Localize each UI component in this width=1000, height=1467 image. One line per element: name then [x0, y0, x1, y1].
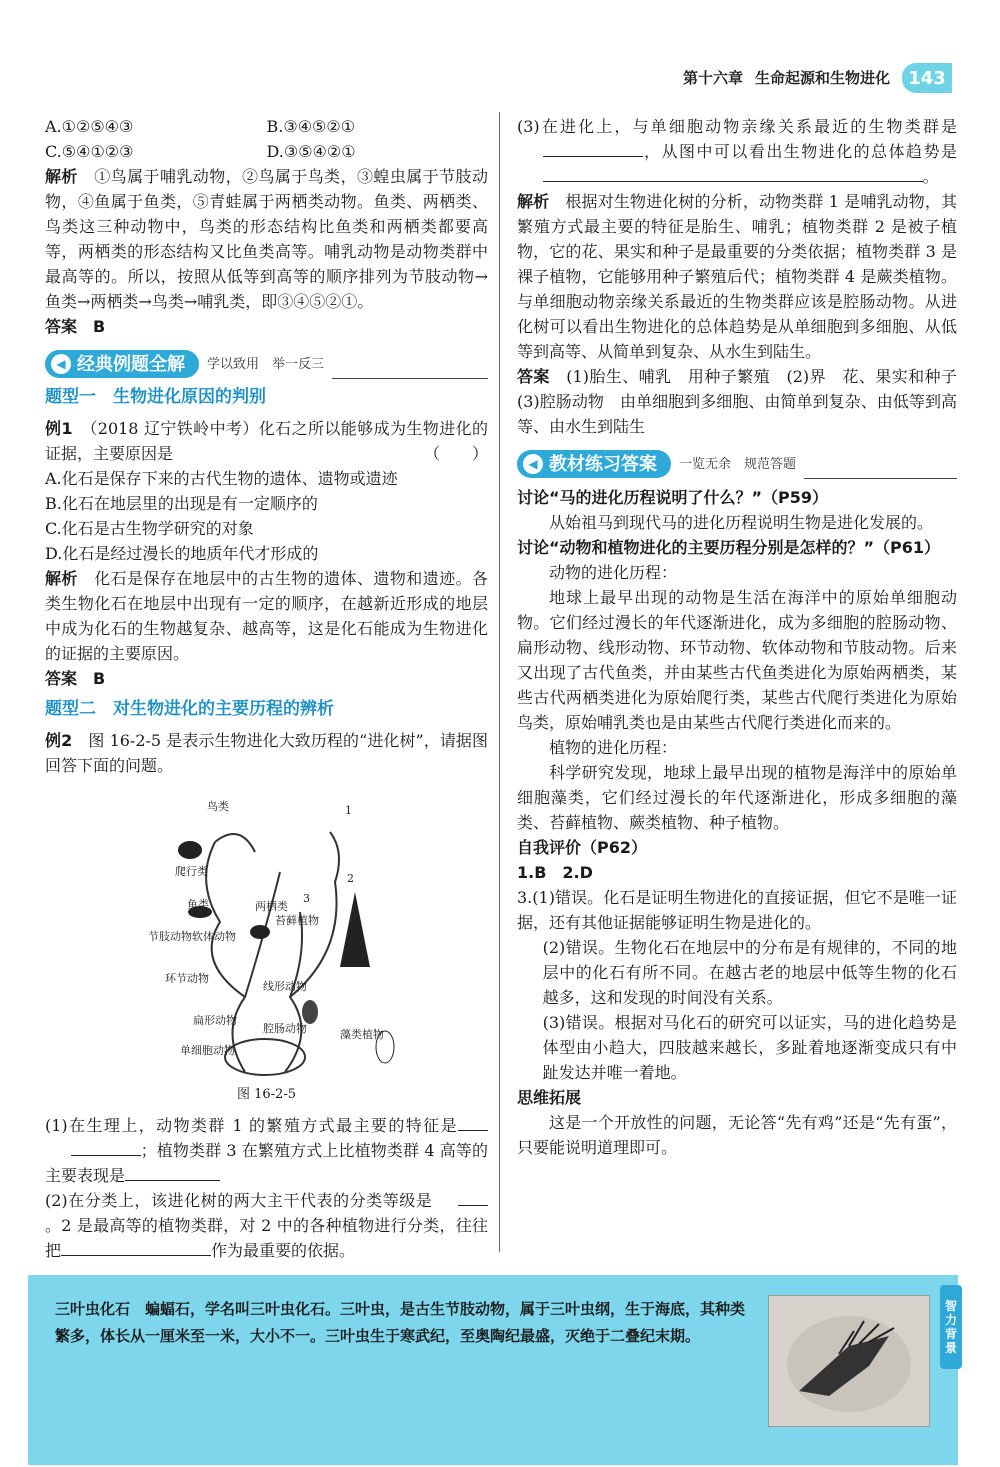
chapter-title: 生命起源和生物进化: [754, 68, 890, 87]
option-row: [45, 114, 488, 139]
right-column: [517, 114, 973, 1160]
answer-line: [45, 666, 488, 691]
section-title: 经典例题全解: [77, 353, 185, 375]
analysis-paragraph: [517, 189, 957, 364]
section-banner: [517, 449, 957, 479]
label-group-1: 1: [345, 804, 352, 817]
list-item: A.化石是保存下来的古代生物的遗体、遗物或遗迹: [45, 469, 398, 488]
label-algae: 藻类植物: [340, 1028, 384, 1041]
question-2: [45, 1188, 488, 1263]
answer-blank[interactable]: [71, 1155, 141, 1156]
animal-evolution-body: 地球上最早出现的动物是生活在海洋中的原始单细胞动物。它们经过漫长的年代逐渐进化，成为多细胞的腔肠动物、扁形动物、线形动物、环节动物、软体动物和节肢动物。后来又出现了古代鱼类，并由某些古代鱼类进化为原始两栖类，某些古代两栖类进化为原始爬行类，某些古代爬行类进化为原始鸟类，原始哺乳类也是由某些古代爬行类进化而来的。: [517, 588, 957, 732]
analysis-label: 解析: [517, 192, 550, 211]
option-row: [45, 139, 488, 164]
analysis-text: 化石是保存在地层中的古生物的遗体、遗物和遗迹。各类生物化石在地层中出现有一定的顺序，在越新近形成的地层中成为化石的生物越复杂、越高等，这是化石能成为生物进化的证据的主要原因。: [45, 569, 488, 663]
option-a: A.①②⑤④③: [45, 117, 134, 136]
trilobite-fossil-image: [768, 1295, 930, 1427]
question-text: 。2 是最高等的植物类群，对 2 中的各种植物进行分类，往往把: [45, 1216, 488, 1260]
plant-evolution-body: 科学研究发现，地球上最早出现的植物是海洋中的原始单细胞藻类，它们经过漫长的年代逐渐进化，形成多细胞的藻类、苔藓植物、蕨类植物、种子植物。: [517, 763, 957, 832]
answer-blank[interactable]: [61, 1255, 211, 1256]
example-question: 化石之所以能够成为生物进化的证据，主要原因是: [45, 419, 488, 463]
extension-title: 思维拓展: [517, 1088, 582, 1107]
trilobite-fossil-drawing: [769, 1296, 929, 1426]
question-1: [45, 1113, 488, 1188]
self-eval-item: (3)错误。根据对马化石的研究可以证实，马的进化趋势是体型由小趋大，四肢越来越长，多趾着地逐渐变成只有中趾发达并唯一着地。: [542, 1013, 957, 1082]
option-c: C.⑤④①②③: [45, 142, 134, 161]
question-text: (2)在分类上，该进化树的两大主干代表的分类等级是: [45, 1191, 433, 1210]
list-item: C.化石是古生物学研究的对象: [45, 519, 254, 538]
label-bird: 鸟类: [207, 800, 229, 813]
section-pill: [517, 450, 671, 478]
analysis-label: 解析: [45, 167, 78, 186]
label-flatworm: 扁形动物: [193, 1014, 237, 1027]
left-column: [45, 114, 488, 1263]
knowledge-term: 三叶虫化石: [55, 1300, 131, 1318]
answer-label: 答案: [45, 317, 78, 336]
option-d: D.③⑤④②①: [266, 142, 356, 161]
answer-blank[interactable]: [543, 156, 643, 157]
label-group-2: 2: [347, 872, 354, 885]
answer-blank[interactable]: [543, 181, 923, 182]
example-label: 例2: [45, 731, 73, 750]
discussion-title: 讨论“动物和植物进化的主要历程分别是怎样的？”（P61）: [517, 538, 941, 557]
knowledge-text: [55, 1296, 755, 1350]
answer-blank[interactable]: [458, 1205, 488, 1206]
self-eval-item: (2)错误。生物化石在地层中的分布是有规律的，不同的地层中的化石有所不同。在越古老的地层中低等生物的化石越多，这和发现的时间没有关系。: [542, 938, 957, 1007]
answer-blank[interactable]: [125, 1180, 220, 1181]
extension-body: 这是一个开放性的问题，无论答“先有鸡”还是“先有蛋”，只要能说明道理即可。: [517, 1113, 957, 1157]
example-question: 图 16-2-5 是表示生物进化大致历程的“进化树”，请据图回答下面的问题。: [45, 731, 488, 775]
speaker-icon: ◀: [523, 454, 543, 474]
banner-rule: [804, 477, 957, 479]
section-subtitle: 学以致用 举一反三: [207, 356, 325, 372]
answer-value: B: [93, 669, 106, 688]
label-fish: 鱼类: [187, 898, 209, 911]
label-arthropod: 节肢动物软体动物: [148, 930, 236, 943]
label-nematode: 线形动物: [263, 980, 307, 993]
label-amphibian: 两栖类: [255, 900, 288, 913]
question-text: (3)在进化上，与单细胞动物亲缘关系最近的生物类群是: [517, 117, 957, 136]
knowledge-body: 蝙蝠石，学名叫三叶虫化石。三叶虫，是古生节肢动物，属于三叶虫纲，生于海底，其种类繁多，体长从一厘米至一米，大小不一。三叶虫生于寒武纪，至奥陶纪最盛，灭绝于二叠纪末期。: [55, 1300, 746, 1345]
subheading: 植物的进化历程：: [549, 738, 678, 757]
label-moss: 苔藓植物: [275, 914, 319, 927]
self-eval-item: 3.(1)错误。化石是证明生物进化的直接证据，但它不是唯一证据，还有其他证据能够证明生物是进化的。: [517, 888, 957, 932]
discussion-title: 讨论“马的进化历程说明了什么？”（P59）: [517, 488, 829, 507]
evolution-tree-drawing: [45, 782, 488, 1082]
answer-paragraph: [517, 364, 973, 439]
option-list: [45, 466, 488, 566]
analysis-paragraph: [45, 164, 488, 314]
label-annelid: 环节动物: [165, 972, 209, 985]
question-text: ；植物类群 3 在繁殖方式上比植物类群 4 高等的主要表现是: [45, 1141, 488, 1185]
section-banner: [45, 349, 488, 379]
subheading: 动物的进化历程：: [549, 563, 678, 582]
evolution-tree-figure: [45, 782, 488, 1082]
answer-label: 答案: [45, 669, 78, 688]
example-stem: [45, 416, 488, 466]
answer-line: [45, 314, 488, 339]
analysis-text: ①鸟属于哺乳动物，②鸟属于鸟类，③蝗虫属于节肢动物，④鱼属于鱼类，⑤青蛙属于两栖类动物。鱼类、两栖类、鸟类这三种动物中，鸟类的形态结构比鱼类和两栖类都要高等，两栖类的形态结构又比鱼类高等。哺乳动物是动物类群中最高等的。所以，按照从低等到高等的顺序排列为节肢动物→鱼类→两栖类→鸟类→哺乳类，即③④⑤②①。: [45, 167, 488, 311]
speaker-icon: ◀: [51, 354, 71, 374]
section-title: 教材练习答案: [549, 453, 657, 475]
question-type-heading: 题型二 对生物进化的主要历程的辨析: [45, 699, 334, 719]
answer-value: (1)胎生、哺乳 用种子繁殖 (2)界 花、果实和种子 (3)腔肠动物 由单细胞到多细胞、由简单到复杂、由低等到高等、由水生到陆生: [517, 367, 973, 436]
figure-caption: 图 16-2-5: [236, 1087, 296, 1102]
column-divider: [499, 112, 500, 1252]
section-subtitle: 一览无余 规范答题: [679, 456, 797, 472]
section-pill: [45, 350, 199, 378]
label-reptile: 爬行类: [175, 865, 208, 878]
analysis-label: 解析: [45, 569, 78, 588]
question-text: (1)在生理上，动物类群 1 的繁殖方式最主要的特征是: [45, 1116, 458, 1135]
banner-rule: [332, 377, 488, 379]
question-text: ，从图中可以看出生物进化的总体趋势是: [642, 142, 957, 161]
example-stem: [45, 728, 488, 778]
question-3: [517, 114, 957, 189]
analysis-text: 根据对生物进化树的分析，动物类群 1 是哺乳动物，其繁殖方式最主要的特征是胎生、哺乳；植物类群 2 是被子植物，它的花、果实和种子是最重要的分类依据；植物类群 3 是裸子植物，它能够用种子繁殖后代；植物类群 4 是蕨类植物。与单细胞动物亲缘关系最近的生物类群应该是腔肠动物。从进化树可以看出生物进化的总体趋势是从单细胞到多细胞、从低等到高等、从简单到复杂、从水生到陆生。: [517, 192, 957, 361]
analysis-paragraph: [45, 566, 488, 666]
self-eval-answers: 1.B 2.D: [517, 863, 593, 882]
label-unicellular: 单细胞动物: [180, 1044, 235, 1057]
question-text: 。: [922, 167, 939, 186]
list-item: D.化石是经过漫长的地质年代才形成的: [45, 544, 319, 563]
example-source: （2018 辽宁铁岭中考）: [89, 419, 259, 438]
answer-value: B: [93, 317, 106, 336]
chapter-label: 第十六章: [682, 68, 743, 87]
answer-blank[interactable]: [458, 1130, 488, 1131]
page-header: [683, 60, 952, 96]
question-text: 作为最重要的依据。: [211, 1241, 356, 1260]
answer-paren: （ ）: [423, 444, 488, 463]
list-item: B.化石在地层里的出现是有一定顺序的: [45, 494, 318, 513]
self-eval-title: 自我评价（P62）: [517, 838, 647, 857]
page-number: 143: [902, 63, 952, 93]
label-coelenterate: 腔肠动物: [263, 1022, 307, 1035]
question-type-heading: 题型一 生物进化原因的判别: [45, 387, 266, 407]
knowledge-tab: 智力背景: [940, 1285, 962, 1369]
label-group-3: 3: [303, 892, 310, 905]
option-b: B.③④⑤②①: [266, 117, 356, 136]
example-label: 例1: [45, 419, 73, 438]
answer-label: 答案: [517, 367, 550, 386]
discussion-body: 从始祖马到现代马的进化历程说明生物是进化发展的。: [549, 513, 934, 532]
label-group-4: 4: [348, 950, 355, 963]
